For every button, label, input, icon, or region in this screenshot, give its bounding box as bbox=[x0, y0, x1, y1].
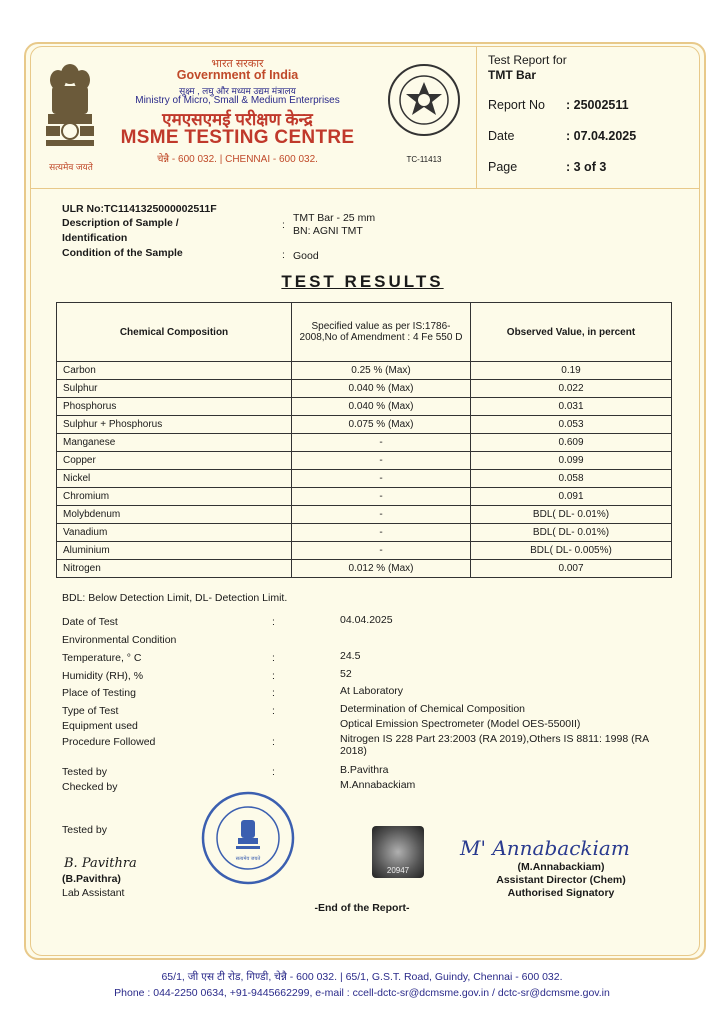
col-header-specified: Specified value as per IS:1786-2008,No of Amendment : 4 Fe 550 D bbox=[292, 303, 471, 362]
row-observed: 0.007 bbox=[471, 560, 672, 578]
centre-name: MSME TESTING CENTRE bbox=[120, 127, 355, 148]
row-specified: 0.040 % (Max) bbox=[292, 398, 471, 416]
meta-checked-value: M.Annabackiam bbox=[340, 779, 416, 791]
meta-colon: : bbox=[272, 616, 275, 628]
table-row bbox=[57, 380, 672, 398]
meta-env-label: Environmental Condition bbox=[62, 634, 177, 646]
table-row bbox=[57, 416, 672, 434]
sample-desc-value-2: BN: AGNI TMT bbox=[293, 225, 363, 237]
header-divider bbox=[476, 46, 477, 188]
table-row bbox=[57, 560, 672, 578]
signatory-role: Assistant Director (Chem) bbox=[496, 874, 626, 886]
row-observed: 0.091 bbox=[471, 488, 672, 506]
table-row bbox=[57, 470, 672, 488]
header-bottom-divider bbox=[30, 188, 700, 189]
row-observed: 0.19 bbox=[471, 362, 672, 380]
table-row bbox=[57, 434, 672, 452]
meta-place-value: At Laboratory bbox=[340, 685, 404, 697]
report-no-label: Report No bbox=[488, 98, 545, 112]
row-specified: - bbox=[292, 434, 471, 452]
sample-desc-label-2: Identification bbox=[62, 232, 128, 244]
row-observed: 0.053 bbox=[471, 416, 672, 434]
tested-by-signature: B. Pavithra bbox=[64, 856, 137, 871]
govt-hindi: भारत सरकार bbox=[211, 58, 264, 70]
hologram-icon bbox=[372, 826, 424, 878]
meta-equip-label: Equipment used bbox=[62, 720, 138, 732]
row-specified: 0.075 % (Max) bbox=[292, 416, 471, 434]
meta-hum-label: Humidity (RH), % bbox=[62, 670, 144, 682]
bdl-note: BDL: Below Detection Limit, DL- Detection Limit. bbox=[62, 592, 288, 604]
meta-colon: : bbox=[272, 652, 275, 664]
row-specified: - bbox=[292, 488, 471, 506]
meta-date-label: Date of Test bbox=[62, 616, 118, 628]
meta-place-label: Place of Testing bbox=[62, 687, 136, 699]
meta-date-value: 04.04.2025 bbox=[340, 614, 393, 626]
ministry-hindi: सूक्ष्म , लघु और मध्यम उद्यम मंत्रालय bbox=[179, 86, 296, 96]
svg-text:सत्यमेव जयते: सत्यमेव जयते bbox=[235, 856, 261, 862]
row-observed: BDL( DL- 0.01%) bbox=[471, 506, 672, 524]
row-specified: - bbox=[292, 524, 471, 542]
report-date-value: : 07.04.2025 bbox=[566, 129, 637, 143]
col-header-composition: Chemical Composition bbox=[57, 303, 292, 362]
sample-condition-label: Condition of the Sample bbox=[62, 247, 183, 259]
sample-desc-value-1: TMT Bar - 25 mm bbox=[293, 212, 376, 224]
table-row bbox=[57, 452, 672, 470]
row-composition: Phosphorus bbox=[57, 398, 292, 416]
hologram-number: 20947 bbox=[386, 866, 410, 875]
meta-checked-label: Checked by bbox=[62, 781, 118, 793]
centre-address: चेन्नै - 600 032. | CHENNAI - 600 032. bbox=[157, 154, 318, 165]
row-observed: BDL( DL- 0.005%) bbox=[471, 542, 672, 560]
row-composition: Molybdenum bbox=[57, 506, 292, 524]
tested-by-name: (B.Pavithra) bbox=[62, 873, 121, 885]
meta-hum-value: 52 bbox=[340, 668, 352, 680]
table-row bbox=[57, 506, 672, 524]
row-composition: Vanadium bbox=[57, 524, 292, 542]
sample-condition-colon: : bbox=[282, 249, 285, 261]
table-row bbox=[57, 362, 672, 380]
signatory-name: (M.Annabackiam) bbox=[517, 861, 605, 873]
meta-tested-value: B.Pavithra bbox=[340, 764, 389, 776]
row-observed: 0.022 bbox=[471, 380, 672, 398]
row-observed: 0.031 bbox=[471, 398, 672, 416]
table-row bbox=[57, 488, 672, 506]
meta-temp-value: 24.5 bbox=[340, 650, 361, 662]
official-stamp-icon bbox=[200, 790, 296, 886]
authorised-signature: M' Annabackiam bbox=[460, 836, 630, 860]
report-date-label: Date bbox=[488, 129, 515, 143]
meta-equip-value: Optical Emission Spectrometer (Model OES-5500II) bbox=[340, 718, 581, 730]
signatory-authority: Authorised Signatory bbox=[507, 887, 615, 899]
row-specified: - bbox=[292, 470, 471, 488]
sample-condition-value: Good bbox=[293, 250, 319, 262]
national-emblem-icon bbox=[40, 56, 100, 174]
meta-type-label: Type of Test bbox=[62, 705, 119, 717]
end-of-report: -End of the Report- bbox=[314, 902, 410, 914]
logo-code: TC-11413 bbox=[406, 155, 442, 164]
row-composition: Nitrogen bbox=[57, 560, 292, 578]
row-observed: BDL( DL- 0.01%) bbox=[471, 524, 672, 542]
meta-tested-label: Tested by bbox=[62, 766, 107, 778]
emblem-motto: सत्यमेव जयते bbox=[49, 162, 93, 172]
sign-tested-label: Tested by bbox=[62, 824, 107, 836]
ministry-name: Ministry of Micro, Small & Medium Enterprises bbox=[135, 95, 340, 106]
meta-colon: : bbox=[272, 670, 275, 682]
row-specified: 0.012 % (Max) bbox=[292, 560, 471, 578]
footer-contact: Phone : 044-2250 0634, +91-9445662299, e-mail : ccell-dctc-sr@dcmsme.gov.in / dctc-sr@dcmsme.gov.in bbox=[114, 987, 610, 999]
tested-by-role: Lab Assistant bbox=[62, 887, 125, 899]
row-composition: Carbon bbox=[57, 362, 292, 380]
report-page-value: : 3 of 3 bbox=[566, 160, 607, 174]
row-observed: 0.609 bbox=[471, 434, 672, 452]
results-table bbox=[56, 302, 672, 578]
row-composition: Nickel bbox=[57, 470, 292, 488]
row-specified: - bbox=[292, 452, 471, 470]
row-composition: Aluminium bbox=[57, 542, 292, 560]
table-header-row bbox=[57, 303, 672, 362]
meta-proc-label: Procedure Followed bbox=[62, 736, 156, 748]
row-specified: 0.040 % (Max) bbox=[292, 380, 471, 398]
row-specified: - bbox=[292, 506, 471, 524]
testing-centre-logo-icon bbox=[386, 62, 462, 138]
report-subject: TMT Bar bbox=[488, 68, 536, 82]
sample-desc-label: Description of Sample / bbox=[62, 217, 179, 229]
col-header-observed: Observed Value, in percent bbox=[471, 303, 672, 362]
table-row bbox=[57, 398, 672, 416]
meta-colon: : bbox=[272, 766, 275, 778]
meta-temp-label: Temperature, ° C bbox=[62, 652, 142, 664]
footer-address: 65/1, जी एस टी रोड, गिण्डी, चेन्नै - 600 032. | 65/1, G.S.T. Road, Guindy, Chennai - 600 032. bbox=[161, 971, 563, 983]
row-composition: Sulphur + Phosphorus bbox=[57, 416, 292, 434]
meta-colon: : bbox=[272, 687, 275, 699]
row-observed: 0.058 bbox=[471, 470, 672, 488]
meta-type-value: Determination of Chemical Composition bbox=[340, 703, 525, 715]
govt-name: Government of India bbox=[176, 68, 299, 82]
row-composition: Copper bbox=[57, 452, 292, 470]
report-page-label: Page bbox=[488, 160, 518, 174]
ulr-number: ULR No:TC1141325000002511F bbox=[62, 203, 217, 215]
centre-hindi: एमएसएमई परीक्षण केन्द्र bbox=[162, 110, 313, 129]
row-composition: Manganese bbox=[57, 434, 292, 452]
table-row bbox=[57, 524, 672, 542]
report-title: Test Report for bbox=[488, 53, 567, 67]
meta-proc-value: Nitrogen IS 228 Part 23:2003 (RA 2019),Others IS 8811: 1998 (RA 2018) bbox=[340, 733, 649, 757]
row-observed: 0.099 bbox=[471, 452, 672, 470]
row-specified: - bbox=[292, 542, 471, 560]
meta-colon: : bbox=[272, 736, 275, 748]
sample-colon: : bbox=[282, 219, 285, 231]
row-composition: Chromium bbox=[57, 488, 292, 506]
meta-colon: : bbox=[272, 705, 275, 717]
row-specified: 0.25 % (Max) bbox=[292, 362, 471, 380]
row-composition: Sulphur bbox=[57, 380, 292, 398]
table-row bbox=[57, 542, 672, 560]
report-no-value: : 25002511 bbox=[566, 98, 629, 112]
test-results-title: TEST RESULTS bbox=[281, 272, 444, 291]
